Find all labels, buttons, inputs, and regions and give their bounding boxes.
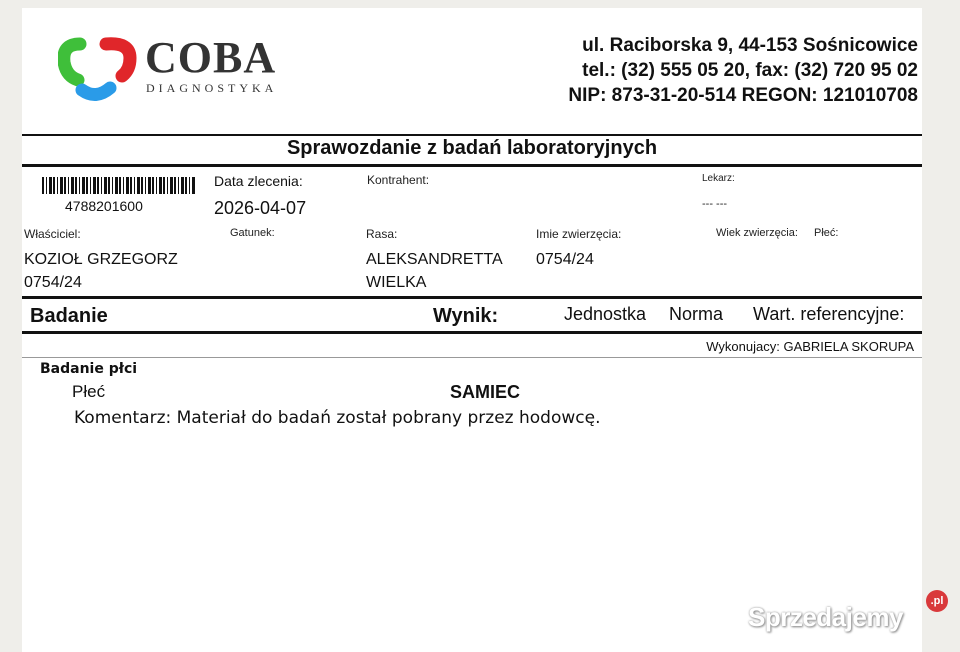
- divider: [22, 164, 922, 167]
- animal-name: 0754/24: [536, 251, 594, 268]
- test-name: Płeć: [72, 382, 106, 401]
- watermark: Sprzedajemy: [748, 602, 903, 632]
- doctor-value: --- ---: [702, 198, 728, 210]
- logo-subtitle: DIAGNOSTYKA: [146, 81, 278, 95]
- comment: Komentarz: Materiał do badań został pobrany przez hodowcę.: [74, 408, 601, 428]
- order-date: 2026-04-07: [214, 198, 307, 218]
- col-test: Badanie: [30, 305, 108, 327]
- animal-name-label: Imie zwierzęcia:: [536, 227, 622, 241]
- breed-line-2: WIELKA: [366, 274, 427, 291]
- lab-phone: tel.: (32) 555 05 20, fax: (32) 720 95 02: [582, 60, 918, 81]
- doctor-label: Lekarz:: [702, 173, 735, 184]
- performer: Wykonujacy: GABRIELA SKORUPA: [706, 339, 914, 354]
- divider: [22, 134, 922, 136]
- age-label: Wiek zwierzęcia:: [716, 227, 798, 239]
- divider: [22, 357, 922, 358]
- owner-id: 0754/24: [24, 274, 82, 291]
- col-norm: Norma: [669, 304, 724, 324]
- sex-label: Płeć:: [814, 227, 839, 239]
- lab-ids: NIP: 873-31-20-514 REGON: 121010708: [568, 85, 918, 106]
- lab-report-page: [22, 8, 922, 652]
- owner-name: KOZIOŁ GRZEGORZ: [24, 251, 178, 268]
- col-reference: Wart. referencyjne:: [753, 304, 905, 324]
- watermark-badge: .pl: [926, 590, 948, 612]
- report-title: Sprawozdanie z badań laboratoryjnych: [286, 137, 658, 159]
- divider: [22, 331, 922, 334]
- test-result: SAMIEC: [450, 382, 521, 402]
- test-group: Badanie płci: [40, 361, 138, 377]
- barcode-number: 4788201600: [65, 198, 143, 214]
- date-label: Data zlecenia:: [214, 173, 303, 189]
- logo-mark-icon: [58, 36, 138, 104]
- species-label: Gatunek:: [230, 227, 275, 239]
- barcode-icon: [42, 177, 196, 194]
- col-result: Wynik:: [433, 305, 499, 327]
- owner-label: Właściciel:: [24, 227, 81, 241]
- logo-name: COBA: [145, 33, 277, 82]
- col-unit: Jednostka: [564, 304, 647, 324]
- breed-label: Rasa:: [366, 227, 398, 241]
- contractor-label: Kontrahent:: [367, 173, 430, 187]
- divider: [22, 296, 922, 299]
- breed-line-1: ALEKSANDRETTA: [366, 251, 503, 268]
- lab-address: ul. Raciborska 9, 44-153 Sośnicowice: [582, 35, 918, 56]
